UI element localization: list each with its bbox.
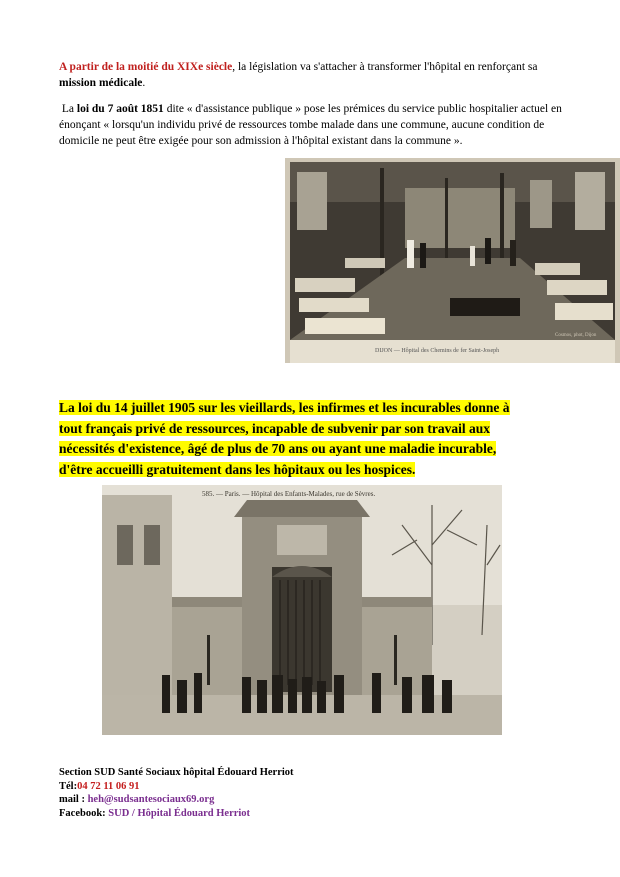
- footer-facebook-label: Facebook:: [59, 807, 109, 819]
- footer-mail-link[interactable]: heh@sudsantesociaux69.org: [87, 794, 215, 805]
- footer-tel: [59, 780, 459, 794]
- footer-facebook-link[interactable]: SUD / Hôpital Édouard Herriot: [108, 807, 251, 819]
- footer-tel-value[interactable]: 04 72 11 06 91: [77, 780, 140, 792]
- highlight-line: La loi du 14 juillet 1905 sur les vieillards, les infirmes et les incurables donne à: [59, 400, 510, 415]
- intro-end: .: [142, 77, 146, 89]
- intro-text: , la législation va s'attacher à transformer l'hôpital en renforçant sa: [232, 61, 538, 73]
- intro-red-lead: A partir de la moitié du XIXe siècle: [59, 61, 233, 73]
- photo2-caption: 585. — Paris. — Hôpital des Enfants-Malades, rue de Sèvres.: [202, 490, 376, 498]
- law-1905-highlight: [59, 398, 559, 480]
- hospital-gate-photo: [102, 485, 502, 735]
- hospital-ward-illustration: [285, 158, 620, 363]
- footer-mail-label: mail :: [59, 794, 88, 805]
- law-1851-text: dite « d'assistance publique » pose les prémices du service public hospitalier actuel en énonçant « lorsqu'un individu privé de ressources tombe malade dans une commune, aucune condition de domicile ne peut être exigée pour son admission à l'hôpital existant dans la commune ».: [59, 103, 562, 147]
- highlight-line: tout français privé de ressources, incapable de subvenir par son travail aux: [59, 420, 491, 436]
- intro-bold-term: mission médicale: [59, 77, 143, 89]
- hospital-gate-illustration: [102, 485, 502, 735]
- highlight-line: nécessités d'existence, âgé de plus de 70 ans ou ayant une maladie incurable,: [59, 441, 497, 456]
- footer-contact: [59, 766, 459, 820]
- footer-tel-label: Tél:: [59, 780, 78, 792]
- footer-mail: [59, 793, 459, 807]
- law-1851-prefix: La: [61, 103, 77, 115]
- highlight-line: d'être accueilli gratuitement dans les hôpitaux ou les hospices.: [59, 461, 416, 477]
- footer-facebook: [59, 807, 459, 821]
- footer-section-name: Section SUD Santé Sociaux hôpital Édouard Herriot: [59, 767, 294, 778]
- law-1851-paragraph: [59, 101, 564, 149]
- photo1-caption-right: Cosmos, phot, Dijon: [555, 333, 597, 338]
- hospital-ward-photo: [285, 158, 620, 363]
- intro-paragraph: [59, 59, 559, 91]
- law-1851-bold: loi du 7 août 1851: [76, 103, 164, 115]
- photo1-caption-bottom: DIJON — Hôpital des Chemins de fer Saint-Joseph: [375, 348, 500, 354]
